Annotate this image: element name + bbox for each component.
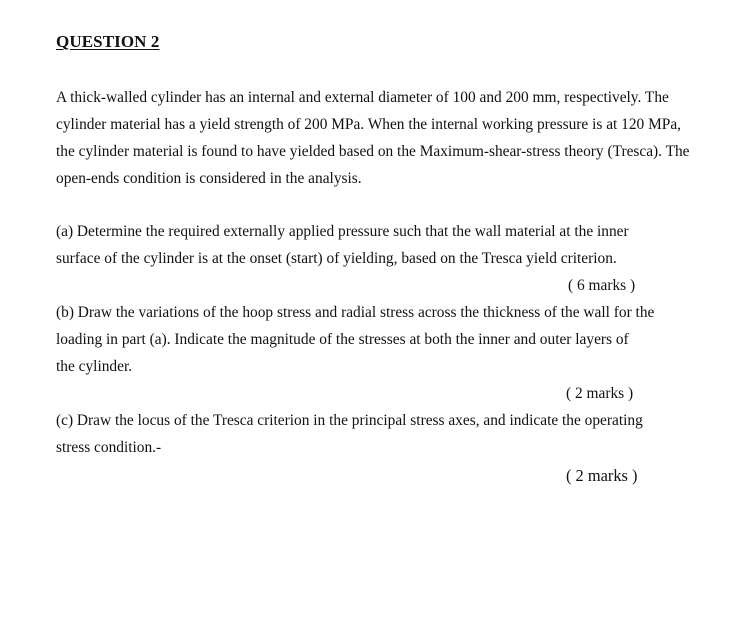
part-b-line-2: loading in part (a). Indicate the magnitude of the stresses at both the inner and outer layers of xyxy=(56,331,629,348)
intro-line-4: open-ends condition is considered in the analysis. xyxy=(56,170,362,187)
intro-line-3: the cylinder material is found to have yielded based on the Maximum-shear-stress theory (Tresca). The xyxy=(56,143,690,160)
part-b-marks: ( 2 marks ) xyxy=(566,385,634,402)
part-b-line-3: the cylinder. xyxy=(56,358,133,375)
part-a-line-2: surface of the cylinder is at the onset (start) of yielding, based on the Tresca yield criterion. xyxy=(56,250,617,267)
part-a-marks: ( 6 marks ) xyxy=(568,277,636,294)
intro-line-2: cylinder material has a yield strength of 200 MPa. When the internal working pressure is at 120 MPa, xyxy=(56,116,682,133)
part-a-line-1: (a) Determine the required externally applied pressure such that the wall material at the inner xyxy=(56,223,629,240)
intro-line-1: A thick-walled cylinder has an internal and external diameter of 100 and 200 mm, respectively. The xyxy=(56,89,669,106)
part-c-line-1: (c) Draw the locus of the Tresca criterion in the principal stress axes, and indicate the operating xyxy=(56,412,643,429)
part-c-marks: ( 2 marks ) xyxy=(566,466,638,485)
part-c-line-2: stress condition.- xyxy=(56,439,162,456)
question-title: QUESTION 2 xyxy=(56,32,160,51)
part-b-line-1: (b) Draw the variations of the hoop stress and radial stress across the thickness of the wall for the xyxy=(56,304,655,321)
